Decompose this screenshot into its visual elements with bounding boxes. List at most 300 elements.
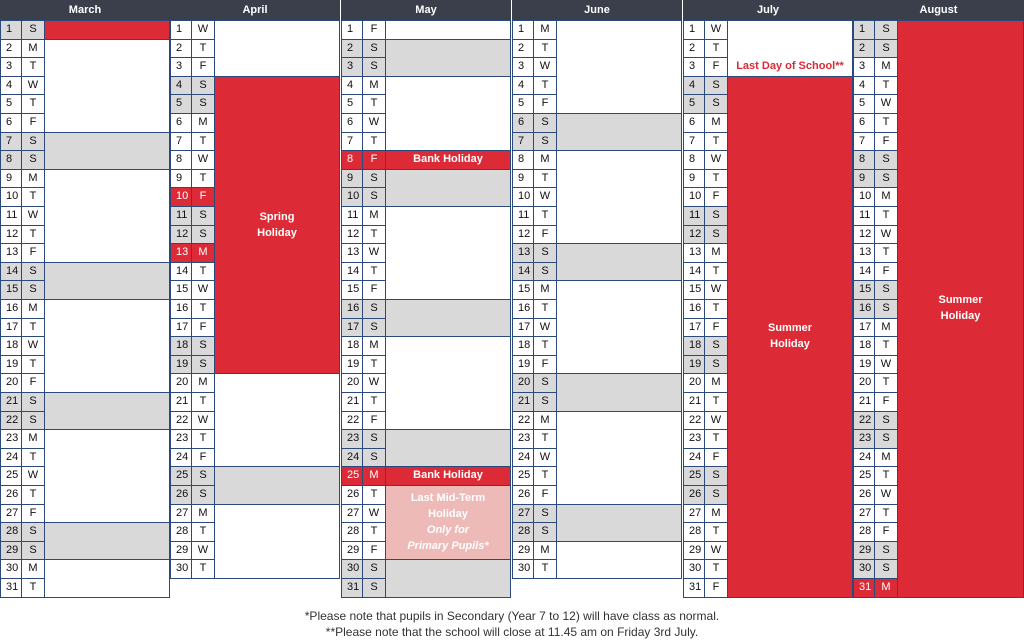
weekday-letter: S xyxy=(704,225,728,245)
weekday-letter: S xyxy=(704,466,728,486)
weekday-letter: M xyxy=(21,39,45,59)
day-number: 1 xyxy=(512,20,534,40)
weekday-letter: T xyxy=(874,113,898,133)
day-number: 23 xyxy=(853,429,875,449)
weekday-letter: S xyxy=(874,150,898,170)
weekday-letter: W xyxy=(533,448,557,468)
last-day-of-school-label: Last Day of School** xyxy=(736,60,844,73)
day-number: 19 xyxy=(341,355,363,375)
day-number: 12 xyxy=(0,225,22,245)
weekday-letter: W xyxy=(533,57,557,77)
weekday-letter: F xyxy=(191,318,215,338)
day-number: 12 xyxy=(683,225,705,245)
week-block xyxy=(556,411,682,505)
weekend-block xyxy=(556,243,682,281)
weekend-block xyxy=(556,504,682,542)
weekday-letter: M xyxy=(21,169,45,189)
weekday-letter: T xyxy=(362,485,386,505)
day-number: 18 xyxy=(0,336,22,356)
day-number: 23 xyxy=(170,429,192,449)
mid-term-holiday-label-line: Holiday xyxy=(428,508,468,521)
day-number: 16 xyxy=(170,299,192,319)
day-number: 4 xyxy=(170,76,192,96)
day-number: 31 xyxy=(853,578,875,598)
day-number: 27 xyxy=(853,504,875,524)
weekday-letter: S xyxy=(191,94,215,114)
weekday-letter: S xyxy=(704,485,728,505)
weekday-letter: S xyxy=(874,299,898,319)
day-number: 15 xyxy=(512,280,534,300)
weekend-block xyxy=(44,262,170,300)
day-number: 22 xyxy=(683,411,705,431)
weekday-letter: F xyxy=(21,504,45,524)
day-number: 4 xyxy=(341,76,363,96)
day-number: 10 xyxy=(512,187,534,207)
weekday-letter: F xyxy=(704,57,728,77)
weekday-letter: M xyxy=(191,373,215,393)
day-number: 5 xyxy=(853,94,875,114)
weekday-letter: S xyxy=(874,39,898,59)
mid-term-holiday-label-line: Only for xyxy=(426,524,470,537)
day-number: 30 xyxy=(0,559,22,579)
footer-note-1: *Please note that pupils in Secondary (Year 7 to 12) will have class as normal. xyxy=(304,609,720,623)
week-block xyxy=(44,299,170,393)
weekday-letter: M xyxy=(21,429,45,449)
weekday-letter: S xyxy=(874,429,898,449)
weekday-letter: T xyxy=(533,76,557,96)
weekday-letter: M xyxy=(704,113,728,133)
day-number: 21 xyxy=(512,392,534,412)
weekday-letter: W xyxy=(191,280,215,300)
weekday-letter: F xyxy=(362,150,386,170)
weekday-letter: T xyxy=(533,39,557,59)
weekday-letter: F xyxy=(191,187,215,207)
day-number: 3 xyxy=(512,57,534,77)
weekday-letter: F xyxy=(704,318,728,338)
day-number: 29 xyxy=(683,541,705,561)
month-header-may: May xyxy=(341,0,511,20)
day-number: 30 xyxy=(170,559,192,579)
spring-holiday-label-line: Spring xyxy=(259,210,295,223)
weekday-letter: F xyxy=(874,262,898,282)
day-number: 25 xyxy=(683,466,705,486)
weekday-letter: S xyxy=(191,466,215,486)
weekday-letter: T xyxy=(874,206,898,226)
week-block xyxy=(44,429,170,523)
day-number: 31 xyxy=(341,578,363,598)
weekday-letter: T xyxy=(191,169,215,189)
day-number: 13 xyxy=(170,243,192,263)
day-number: 20 xyxy=(0,373,22,393)
weekday-letter: M xyxy=(874,318,898,338)
day-number: 10 xyxy=(170,187,192,207)
day-number: 16 xyxy=(0,299,22,319)
weekday-letter: S xyxy=(191,76,215,96)
weekday-letter: S xyxy=(191,485,215,505)
day-number: 26 xyxy=(512,485,534,505)
day-number: 16 xyxy=(341,299,363,319)
day-number: 23 xyxy=(0,429,22,449)
weekday-letter: S xyxy=(704,336,728,356)
day-number: 21 xyxy=(853,392,875,412)
day-number: 28 xyxy=(341,522,363,542)
weekday-letter: M xyxy=(874,578,898,598)
weekday-letter: F xyxy=(533,355,557,375)
day-number: 4 xyxy=(512,76,534,96)
weekday-letter: M xyxy=(533,411,557,431)
day-number: 6 xyxy=(853,113,875,133)
weekday-letter: F xyxy=(362,411,386,431)
day-number: 30 xyxy=(683,559,705,579)
day-number: 18 xyxy=(512,336,534,356)
day-number: 24 xyxy=(170,448,192,468)
day-number: 8 xyxy=(683,150,705,170)
weekday-letter: T xyxy=(362,392,386,412)
day-number: 9 xyxy=(0,169,22,189)
day-number: 21 xyxy=(170,392,192,412)
weekday-letter: S xyxy=(21,280,45,300)
day-number: 21 xyxy=(0,392,22,412)
day-number: 25 xyxy=(170,466,192,486)
day-number: 3 xyxy=(683,57,705,77)
day-number: 13 xyxy=(512,243,534,263)
day-number: 18 xyxy=(683,336,705,356)
day-number: 6 xyxy=(341,113,363,133)
weekday-letter: S xyxy=(191,225,215,245)
day-number: 14 xyxy=(683,262,705,282)
month-header-april: April xyxy=(170,0,340,20)
weekday-letter: M xyxy=(21,559,45,579)
weekday-letter: T xyxy=(21,94,45,114)
weekday-letter: S xyxy=(362,578,386,598)
weekday-letter: W xyxy=(21,466,45,486)
weekday-letter: W xyxy=(704,150,728,170)
weekday-letter: T xyxy=(21,355,45,375)
weekday-letter: T xyxy=(704,429,728,449)
day-number: 17 xyxy=(0,318,22,338)
weekday-letter: T xyxy=(704,39,728,59)
weekday-letter: S xyxy=(362,559,386,579)
weekday-letter: M xyxy=(874,187,898,207)
week-block xyxy=(214,373,340,467)
day-number: 17 xyxy=(853,318,875,338)
day-number: 30 xyxy=(512,559,534,579)
week-block xyxy=(385,336,511,430)
day-number: 6 xyxy=(170,113,192,133)
weekday-letter: T xyxy=(21,225,45,245)
month-header-august: August xyxy=(853,0,1024,20)
day-number: 5 xyxy=(683,94,705,114)
weekday-letter: T xyxy=(874,466,898,486)
weekday-letter: W xyxy=(191,541,215,561)
day-number: 19 xyxy=(0,355,22,375)
weekday-letter: M xyxy=(704,504,728,524)
day-number: 11 xyxy=(853,206,875,226)
day-number: 25 xyxy=(512,466,534,486)
day-number: 24 xyxy=(683,448,705,468)
weekend-block xyxy=(385,169,511,207)
day-number: 5 xyxy=(170,94,192,114)
day-number: 7 xyxy=(0,132,22,152)
day-number: 29 xyxy=(341,541,363,561)
day-number: 7 xyxy=(341,132,363,152)
weekday-letter: M xyxy=(191,504,215,524)
day-number: 2 xyxy=(341,39,363,59)
weekday-letter: T xyxy=(362,355,386,375)
day-number: 12 xyxy=(341,225,363,245)
weekday-letter: F xyxy=(533,225,557,245)
day-number: 20 xyxy=(341,373,363,393)
weekday-letter: M xyxy=(21,299,45,319)
day-number: 1 xyxy=(683,20,705,40)
day-number: 7 xyxy=(512,132,534,152)
weekday-letter: S xyxy=(362,57,386,77)
day-number: 1 xyxy=(341,20,363,40)
day-number: 8 xyxy=(341,150,363,170)
day-number: 20 xyxy=(512,373,534,393)
day-number: 20 xyxy=(170,373,192,393)
mid-term-holiday-label-line: Primary Pupils* xyxy=(407,540,489,553)
weekday-letter: W xyxy=(21,76,45,96)
weekday-letter: S xyxy=(362,299,386,319)
weekday-letter: W xyxy=(874,225,898,245)
day-number: 10 xyxy=(341,187,363,207)
weekday-letter: S xyxy=(533,243,557,263)
day-number: 16 xyxy=(853,299,875,319)
day-number: 3 xyxy=(0,57,22,77)
weekday-letter: T xyxy=(874,336,898,356)
day-number: 13 xyxy=(853,243,875,263)
weekend-block xyxy=(44,392,170,430)
day-number: 15 xyxy=(341,280,363,300)
day-number: 11 xyxy=(683,206,705,226)
day-number: 13 xyxy=(341,243,363,263)
spring-holiday-label xyxy=(214,209,340,241)
weekday-letter: S xyxy=(704,206,728,226)
day-number: 2 xyxy=(170,39,192,59)
weekday-letter: W xyxy=(362,373,386,393)
weekday-letter: W xyxy=(191,150,215,170)
day-number: 21 xyxy=(683,392,705,412)
summer-holiday-label-line: Summer xyxy=(767,322,813,335)
day-number: 19 xyxy=(512,355,534,375)
day-number: 26 xyxy=(170,485,192,505)
weekday-letter: S xyxy=(704,76,728,96)
weekday-letter: F xyxy=(874,132,898,152)
day-number: 8 xyxy=(0,150,22,170)
summer-holiday-label-line: Holiday xyxy=(770,338,810,351)
weekend-block xyxy=(44,522,170,560)
weekday-letter: S xyxy=(191,336,215,356)
day-number: 17 xyxy=(170,318,192,338)
weekday-letter: S xyxy=(874,541,898,561)
day-number: 11 xyxy=(170,206,192,226)
week-block xyxy=(556,541,682,579)
day-number: 9 xyxy=(170,169,192,189)
day-number: 28 xyxy=(0,522,22,542)
weekday-letter: T xyxy=(362,94,386,114)
day-number: 2 xyxy=(0,39,22,59)
weekday-letter: F xyxy=(533,485,557,505)
weekday-letter: T xyxy=(533,429,557,449)
weekday-letter: S xyxy=(533,113,557,133)
weekday-letter: T xyxy=(704,169,728,189)
day-number: 25 xyxy=(341,466,363,486)
day-number: 14 xyxy=(170,262,192,282)
weekday-letter: W xyxy=(362,113,386,133)
weekday-letter: W xyxy=(362,243,386,263)
day-number: 26 xyxy=(683,485,705,505)
day-number: 28 xyxy=(170,522,192,542)
day-number: 18 xyxy=(170,336,192,356)
weekday-letter: S xyxy=(874,559,898,579)
weekday-letter: S xyxy=(874,20,898,40)
day-number: 13 xyxy=(0,243,22,263)
day-number: 8 xyxy=(512,150,534,170)
day-number: 16 xyxy=(683,299,705,319)
weekday-letter: S xyxy=(874,169,898,189)
weekday-letter: S xyxy=(362,429,386,449)
weekday-letter: T xyxy=(533,466,557,486)
weekday-letter: T xyxy=(362,132,386,152)
weekday-letter: T xyxy=(191,39,215,59)
day-number: 30 xyxy=(853,559,875,579)
day-number: 4 xyxy=(683,76,705,96)
day-number: 18 xyxy=(341,336,363,356)
week-block xyxy=(214,504,340,579)
weekday-letter: F xyxy=(21,243,45,263)
weekend-block xyxy=(214,466,340,504)
weekday-letter: M xyxy=(191,113,215,133)
day-number: 29 xyxy=(0,541,22,561)
weekday-letter: S xyxy=(874,411,898,431)
day-number: 22 xyxy=(853,411,875,431)
day-number: 5 xyxy=(341,94,363,114)
weekday-letter: S xyxy=(362,39,386,59)
day-number: 24 xyxy=(0,448,22,468)
month-header-july: July xyxy=(683,0,853,20)
weekday-letter: T xyxy=(704,132,728,152)
weekday-letter: W xyxy=(874,485,898,505)
day-number: 1 xyxy=(853,20,875,40)
weekday-letter: T xyxy=(704,299,728,319)
weekday-letter: W xyxy=(21,206,45,226)
day-number: 21 xyxy=(341,392,363,412)
day-number: 9 xyxy=(341,169,363,189)
week-block xyxy=(385,20,511,40)
weekend-block xyxy=(385,299,511,337)
weekday-letter: F xyxy=(191,448,215,468)
weekday-letter: W xyxy=(362,504,386,524)
weekday-letter: S xyxy=(21,150,45,170)
weekday-letter: S xyxy=(533,262,557,282)
day-number: 22 xyxy=(0,411,22,431)
day-number: 18 xyxy=(853,336,875,356)
weekday-letter: S xyxy=(533,504,557,524)
day-number: 30 xyxy=(341,559,363,579)
summer-holiday-label xyxy=(727,320,853,352)
day-number: 17 xyxy=(341,318,363,338)
week-block xyxy=(385,206,511,300)
weekday-letter: W xyxy=(704,20,728,40)
day-number: 26 xyxy=(341,485,363,505)
weekday-letter: T xyxy=(191,392,215,412)
day-number: 27 xyxy=(341,504,363,524)
day-number: 3 xyxy=(170,57,192,77)
weekday-letter: S xyxy=(362,169,386,189)
day-number: 5 xyxy=(0,94,22,114)
weekday-letter: T xyxy=(362,225,386,245)
weekday-letter: W xyxy=(533,318,557,338)
weekday-letter: T xyxy=(191,262,215,282)
weekday-letter: S xyxy=(21,411,45,431)
day-number: 12 xyxy=(512,225,534,245)
weekday-letter: S xyxy=(704,355,728,375)
day-number: 27 xyxy=(512,504,534,524)
day-number: 27 xyxy=(683,504,705,524)
weekday-letter: W xyxy=(191,20,215,40)
week-block xyxy=(214,20,340,77)
day-number: 11 xyxy=(341,206,363,226)
day-number: 19 xyxy=(853,355,875,375)
day-number: 28 xyxy=(512,522,534,542)
weekday-letter: T xyxy=(874,373,898,393)
day-number: 15 xyxy=(683,280,705,300)
day-number: 12 xyxy=(170,225,192,245)
weekday-letter: M xyxy=(874,57,898,77)
weekday-letter: T xyxy=(191,132,215,152)
day-number: 31 xyxy=(0,578,22,598)
day-number: 10 xyxy=(683,187,705,207)
day-number: 7 xyxy=(853,132,875,152)
day-number: 14 xyxy=(853,262,875,282)
day-number: 9 xyxy=(512,169,534,189)
day-number: 23 xyxy=(512,429,534,449)
weekday-letter: F xyxy=(362,541,386,561)
weekday-letter: F xyxy=(21,113,45,133)
weekday-letter: F xyxy=(874,522,898,542)
weekday-letter: T xyxy=(21,57,45,77)
weekday-letter: F xyxy=(533,94,557,114)
day-number: 6 xyxy=(0,113,22,133)
day-number: 14 xyxy=(0,262,22,282)
weekday-letter: T xyxy=(704,392,728,412)
weekday-letter: W xyxy=(533,187,557,207)
day-number: 29 xyxy=(512,541,534,561)
day-number: 29 xyxy=(853,541,875,561)
weekday-letter: M xyxy=(533,541,557,561)
weekday-letter: S xyxy=(874,280,898,300)
day-number: 17 xyxy=(512,318,534,338)
day-number: 22 xyxy=(170,411,192,431)
day-number: 1 xyxy=(170,20,192,40)
weekday-letter: T xyxy=(191,429,215,449)
weekday-letter: W xyxy=(704,411,728,431)
weekday-letter: T xyxy=(874,504,898,524)
weekday-letter: M xyxy=(362,336,386,356)
day-number: 9 xyxy=(853,169,875,189)
weekday-letter: T xyxy=(704,262,728,282)
day-number: 6 xyxy=(512,113,534,133)
day-number: 14 xyxy=(341,262,363,282)
weekday-letter: W xyxy=(191,411,215,431)
spring-holiday-label-line: Holiday xyxy=(257,226,297,239)
weekday-letter: W xyxy=(704,280,728,300)
weekday-letter: M xyxy=(704,373,728,393)
weekday-letter: F xyxy=(874,392,898,412)
weekday-letter: S xyxy=(533,373,557,393)
day-number: 14 xyxy=(512,262,534,282)
